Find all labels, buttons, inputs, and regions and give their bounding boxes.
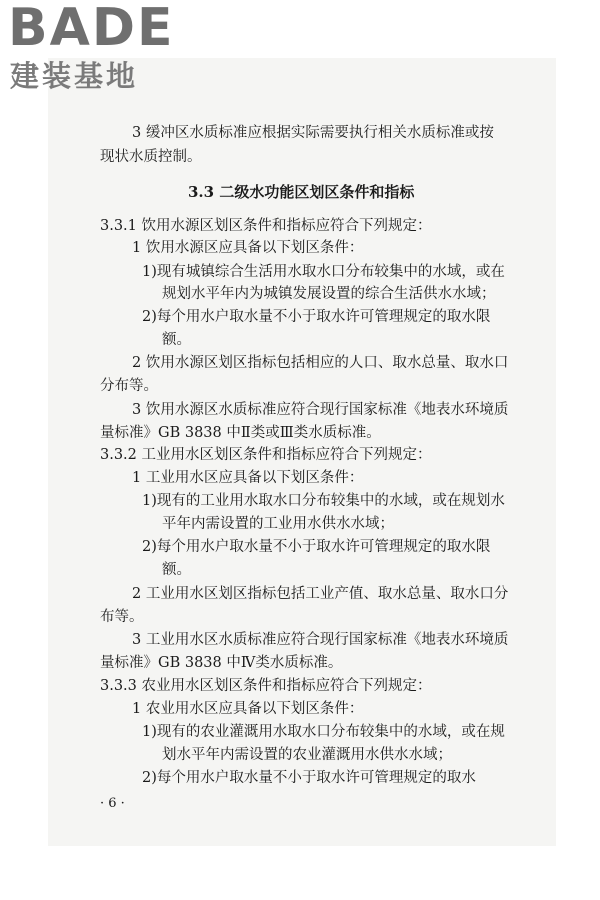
text-line: 划水平年内需设置的农业灌溉用水供水水域； (162, 747, 452, 763)
text-line: 1)现有的工业用水取水口分布较集中的水域，或在规划水 (142, 493, 505, 509)
text-line: 3 缓冲区水质标准应根据实际需要执行相关水质标准或按 (132, 125, 494, 141)
text-line: 1)现有城镇综合生活用水取水口分布较集中的水域，或在 (142, 264, 505, 280)
text-line: 2)每个用水户取水量不小于取水许可管理规定的取水限 (142, 539, 491, 555)
text-line: 3 饮用水源区水质标准应符合现行国家标准《地表水环境质 (132, 402, 509, 418)
text-line: 额。 (162, 562, 191, 578)
text-line: 2)每个用水户取水量不小于取水许可管理规定的取水限 (142, 309, 491, 325)
bade-logo (8, 0, 178, 100)
text-line: 分布等。 (100, 378, 158, 394)
text-line: 1)现有的农业灌溉用水取水口分布较集中的水域，或在规 (142, 724, 505, 740)
text-line: 2)每个用水户取水量不小于取水许可管理规定的取水 (142, 770, 476, 786)
clause-line: 3.3.3 农业用水区划区条件和指标应符合下列规定： (100, 678, 432, 694)
text-line: 额。 (162, 332, 191, 348)
text-line: 3 工业用水区水质标准应符合现行国家标准《地表水环境质 (132, 632, 509, 648)
logo-brand: BADE (8, 0, 175, 58)
text-line: 2 饮用水源区划区指标包括相应的人口、取水总量、取水口 (132, 355, 509, 371)
text-line: 量标准》GB 3838 中Ⅳ类水质标准。 (100, 655, 343, 671)
logo-subtitle: 建装基地 (10, 59, 139, 93)
text-line: 布等。 (100, 609, 144, 625)
clause-line: 3.3.1 饮用水源区划区条件和指标应符合下列规定： (100, 218, 432, 234)
clause-line: 3.3.2 工业用水区划区条件和指标应符合下列规定： (100, 447, 432, 463)
page-number: · 6 · (100, 796, 125, 811)
text-line: 平年内需设置的工业用水供水水域； (162, 516, 394, 532)
text-line: 量标准》GB 3838 中Ⅱ类或Ⅲ类水质标准。 (100, 425, 381, 441)
text-line: 现状水质控制。 (100, 149, 202, 165)
text-line: 2 工业用水区划区指标包括工业产值、取水总量、取水口分 (132, 586, 509, 602)
text-line: 1 饮用水源区应具备以下划区条件： (132, 240, 364, 256)
section-heading: 3.3 二级水功能区划区条件和指标 (188, 183, 415, 201)
text-line: 1 工业用水区应具备以下划区条件： (132, 470, 364, 486)
text-line: 规划水平年内为城镇发展设置的综合生活供水水域； (162, 286, 496, 302)
text-line: 1 农业用水区应具备以下划区条件： (132, 701, 364, 717)
